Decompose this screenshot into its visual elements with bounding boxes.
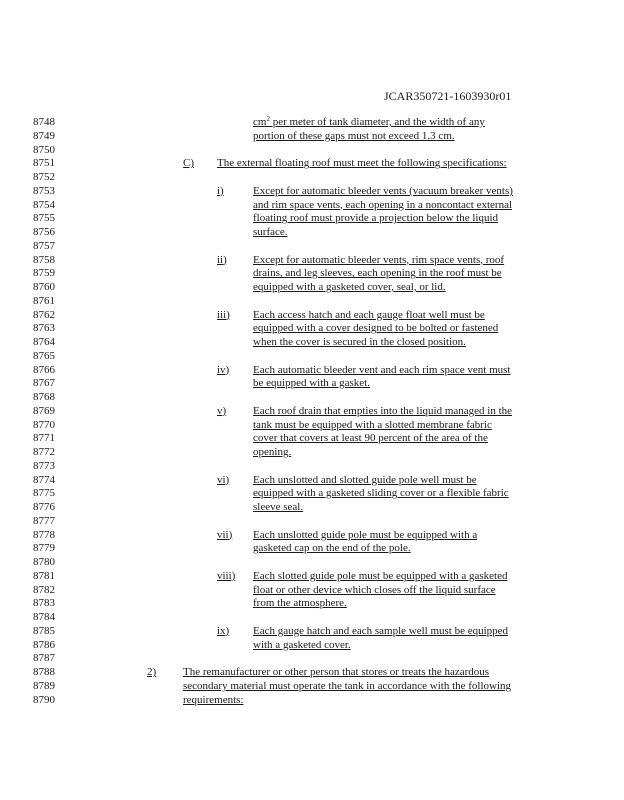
line-number: 8756 <box>33 226 55 238</box>
line-number: 8778 <box>33 528 55 541</box>
item-marker: iv) <box>217 363 230 376</box>
item-marker: v) <box>217 404 227 417</box>
item-marker: vii) <box>217 528 233 541</box>
text-span: cm <box>253 116 267 128</box>
continuation-line: portion of these gaps must not exceed 1.3 cm. <box>253 129 455 142</box>
line-number: 8755 <box>33 212 55 225</box>
item-text-line: equipped with a cover designed to be bolted or fastened <box>253 322 499 335</box>
document-id-header: JCAR350721-1603930r01 <box>384 89 512 103</box>
line-number: 8763 <box>33 322 55 335</box>
item-text-line: gasketed cap on the end of the pole. <box>253 542 411 555</box>
line-number: 8773 <box>33 459 55 472</box>
line-number: 8751 <box>33 157 55 170</box>
line-number: 8780 <box>33 556 55 568</box>
item-text-line: surface. <box>253 226 288 238</box>
line-number: 8779 <box>33 542 55 555</box>
line-number: 8753 <box>33 184 55 197</box>
line-number: 8787 <box>33 652 55 665</box>
item-text-line: equipped with a gasketed cover, seal, or lid. <box>253 281 446 293</box>
line-number: 8776 <box>33 501 55 513</box>
item-text-line: when the cover is secured in the closed position. <box>253 336 466 348</box>
line-number: 8782 <box>33 583 55 596</box>
item-text-line: cover that covers at least 90 percent of the area of the <box>253 432 488 445</box>
line-number: 8770 <box>33 418 55 431</box>
line-number: 8764 <box>33 336 55 348</box>
item-text-line: Each automatic bleeder vent and each rim space vent must <box>253 363 511 376</box>
item-text-line: float or other device which closes off the liquid surface <box>253 583 496 596</box>
item-text-line: tank must be equipped with a slotted membrane fabric <box>253 418 492 431</box>
item-text-line: Each access hatch and each gauge float well must be <box>253 308 485 321</box>
line-number: 8749 <box>33 129 55 142</box>
section-2-text-line: requirements: <box>183 693 244 706</box>
section-2-text-line: secondary material must operate the tank in accordance with the following <box>183 679 512 692</box>
line-number: 8769 <box>33 404 55 417</box>
item-text-line: and rim space vents, each opening in a noncontact external <box>253 198 513 211</box>
line-number: 8754 <box>33 198 55 211</box>
item-text-line: from the atmosphere. <box>253 597 347 610</box>
line-number: 8760 <box>33 281 55 293</box>
line-number: 8777 <box>33 514 55 527</box>
item-marker: vi) <box>217 473 230 486</box>
item-text-line: Each slotted guide pole must be equipped with a gasketed <box>253 569 508 582</box>
item-marker: ii) <box>217 253 227 266</box>
line-number: 8750 <box>33 143 55 156</box>
line-number: 8771 <box>33 432 55 445</box>
line-number: 8784 <box>33 611 55 623</box>
line-number: 8752 <box>33 171 55 183</box>
item-marker: ix) <box>217 624 230 637</box>
item-text-line: floating roof must provide a projection below the liquid <box>253 212 499 225</box>
item-text-line: Each unslotted guide pole must be equipped with a <box>253 528 478 541</box>
line-number: 8758 <box>33 253 55 266</box>
line-number: 8786 <box>33 638 55 651</box>
line-number: 8761 <box>33 294 55 307</box>
item-marker: i) <box>217 184 224 197</box>
line-number: 8774 <box>33 473 55 486</box>
superscript: 2 <box>266 115 270 123</box>
line-number: 8781 <box>33 569 55 582</box>
item-text-line: sleeve seal. <box>253 501 304 513</box>
line-number: 8789 <box>33 679 55 692</box>
line-number: 8762 <box>33 308 55 321</box>
line-number: 8788 <box>33 666 55 678</box>
line-number: 8757 <box>33 239 55 252</box>
item-text-line: Each unslotted and slotted guide pole well must be <box>253 473 477 486</box>
item-text-line: with a gasketed cover. <box>253 638 351 651</box>
text-span: per meter of tank diameter, and the width of any <box>269 116 485 128</box>
line-number: 8785 <box>33 624 55 637</box>
line-number: 8775 <box>33 487 55 500</box>
item-text-line: Except for automatic bleeder vents, rim space vents, roof <box>253 253 505 266</box>
item-text-line: be equipped with a gasket. <box>253 377 370 390</box>
line-number: 8783 <box>33 597 55 610</box>
line-number: 8772 <box>33 446 55 458</box>
line-number: 8790 <box>33 693 55 706</box>
item-text-line: Except for automatic bleeder vents (vacuum breaker vents) <box>253 184 513 197</box>
line-number: 8765 <box>33 349 55 362</box>
section-c-marker: C) <box>183 157 194 170</box>
line-number: 8766 <box>33 363 55 376</box>
section-2-marker: 2) <box>147 666 157 678</box>
section-2-text-line: The remanufacturer or other person that stores or treats the hazardous <box>183 666 490 678</box>
item-marker: viii) <box>217 569 236 582</box>
item-text-line: Each gauge hatch and each sample well must be equipped <box>253 624 509 637</box>
item-text-line: drains, and leg sleeves, each opening in the roof must be <box>253 267 502 280</box>
item-text-line: Each roof drain that empties into the liquid managed in the <box>253 404 513 417</box>
line-number: 8748 <box>33 116 55 128</box>
section-c-text: The external floating roof must meet the following specifications: <box>217 157 507 170</box>
line-number: 8759 <box>33 267 55 280</box>
continuation-line <box>253 116 485 129</box>
item-marker: iii) <box>217 308 230 321</box>
line-number: 8768 <box>33 391 55 403</box>
line-number: 8767 <box>33 377 55 390</box>
item-text-line: opening. <box>253 446 292 458</box>
item-text-line: equipped with a gasketed sliding cover or a flexible fabric <box>253 487 509 500</box>
